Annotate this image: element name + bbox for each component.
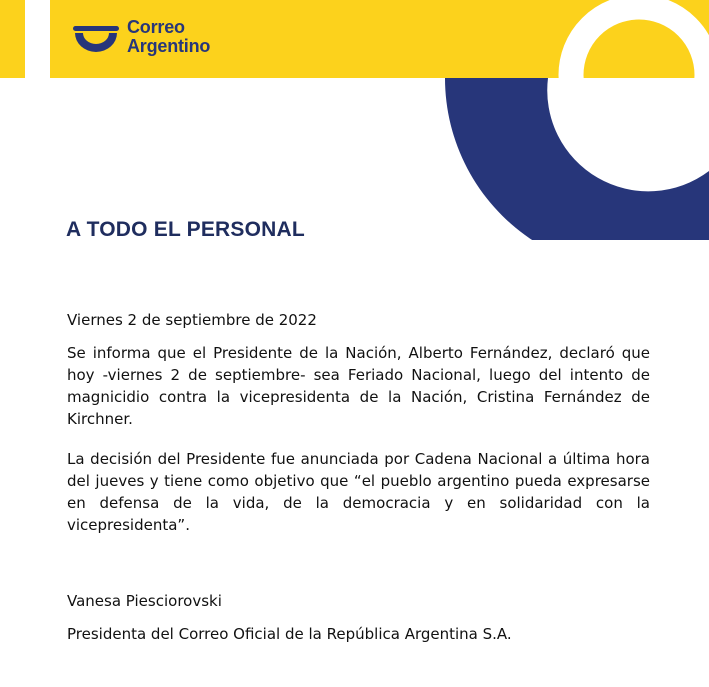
logo-mark-icon bbox=[72, 20, 120, 54]
logo-line-correo: Correo bbox=[127, 17, 185, 37]
document-date: Viernes 2 de septiembre de 2022 bbox=[67, 311, 317, 329]
logo-wordmark bbox=[127, 18, 210, 56]
logo-line-argentino: Argentino bbox=[127, 36, 211, 56]
paragraph-announcement: Se informa que el Presidente de la Nación, Alberto Fernández, declaró que hoy -viernes 2 de septiembre- sea Feriado Nacional, luego del intento de magnicidio contra la vicepresidenta de la Nación, Cristina Fernández de Kirchner. bbox=[67, 344, 650, 428]
signature-name: Vanesa Piesciorovski bbox=[67, 592, 222, 610]
document-heading: A TODO EL PERSONAL bbox=[66, 218, 305, 241]
correo-argentino-logo bbox=[72, 18, 210, 56]
signature-title: Presidenta del Correo Oficial de la República Argentina S.A. bbox=[67, 625, 512, 643]
paragraph-decision: La decisión del Presidente fue anunciada por Cadena Nacional a última hora del jueves y tiene como objetivo que “el pueblo argentino pueda expresarse en defensa de la vida, de la democracia y en solidaridad con la vicepresidenta”. bbox=[67, 450, 650, 534]
